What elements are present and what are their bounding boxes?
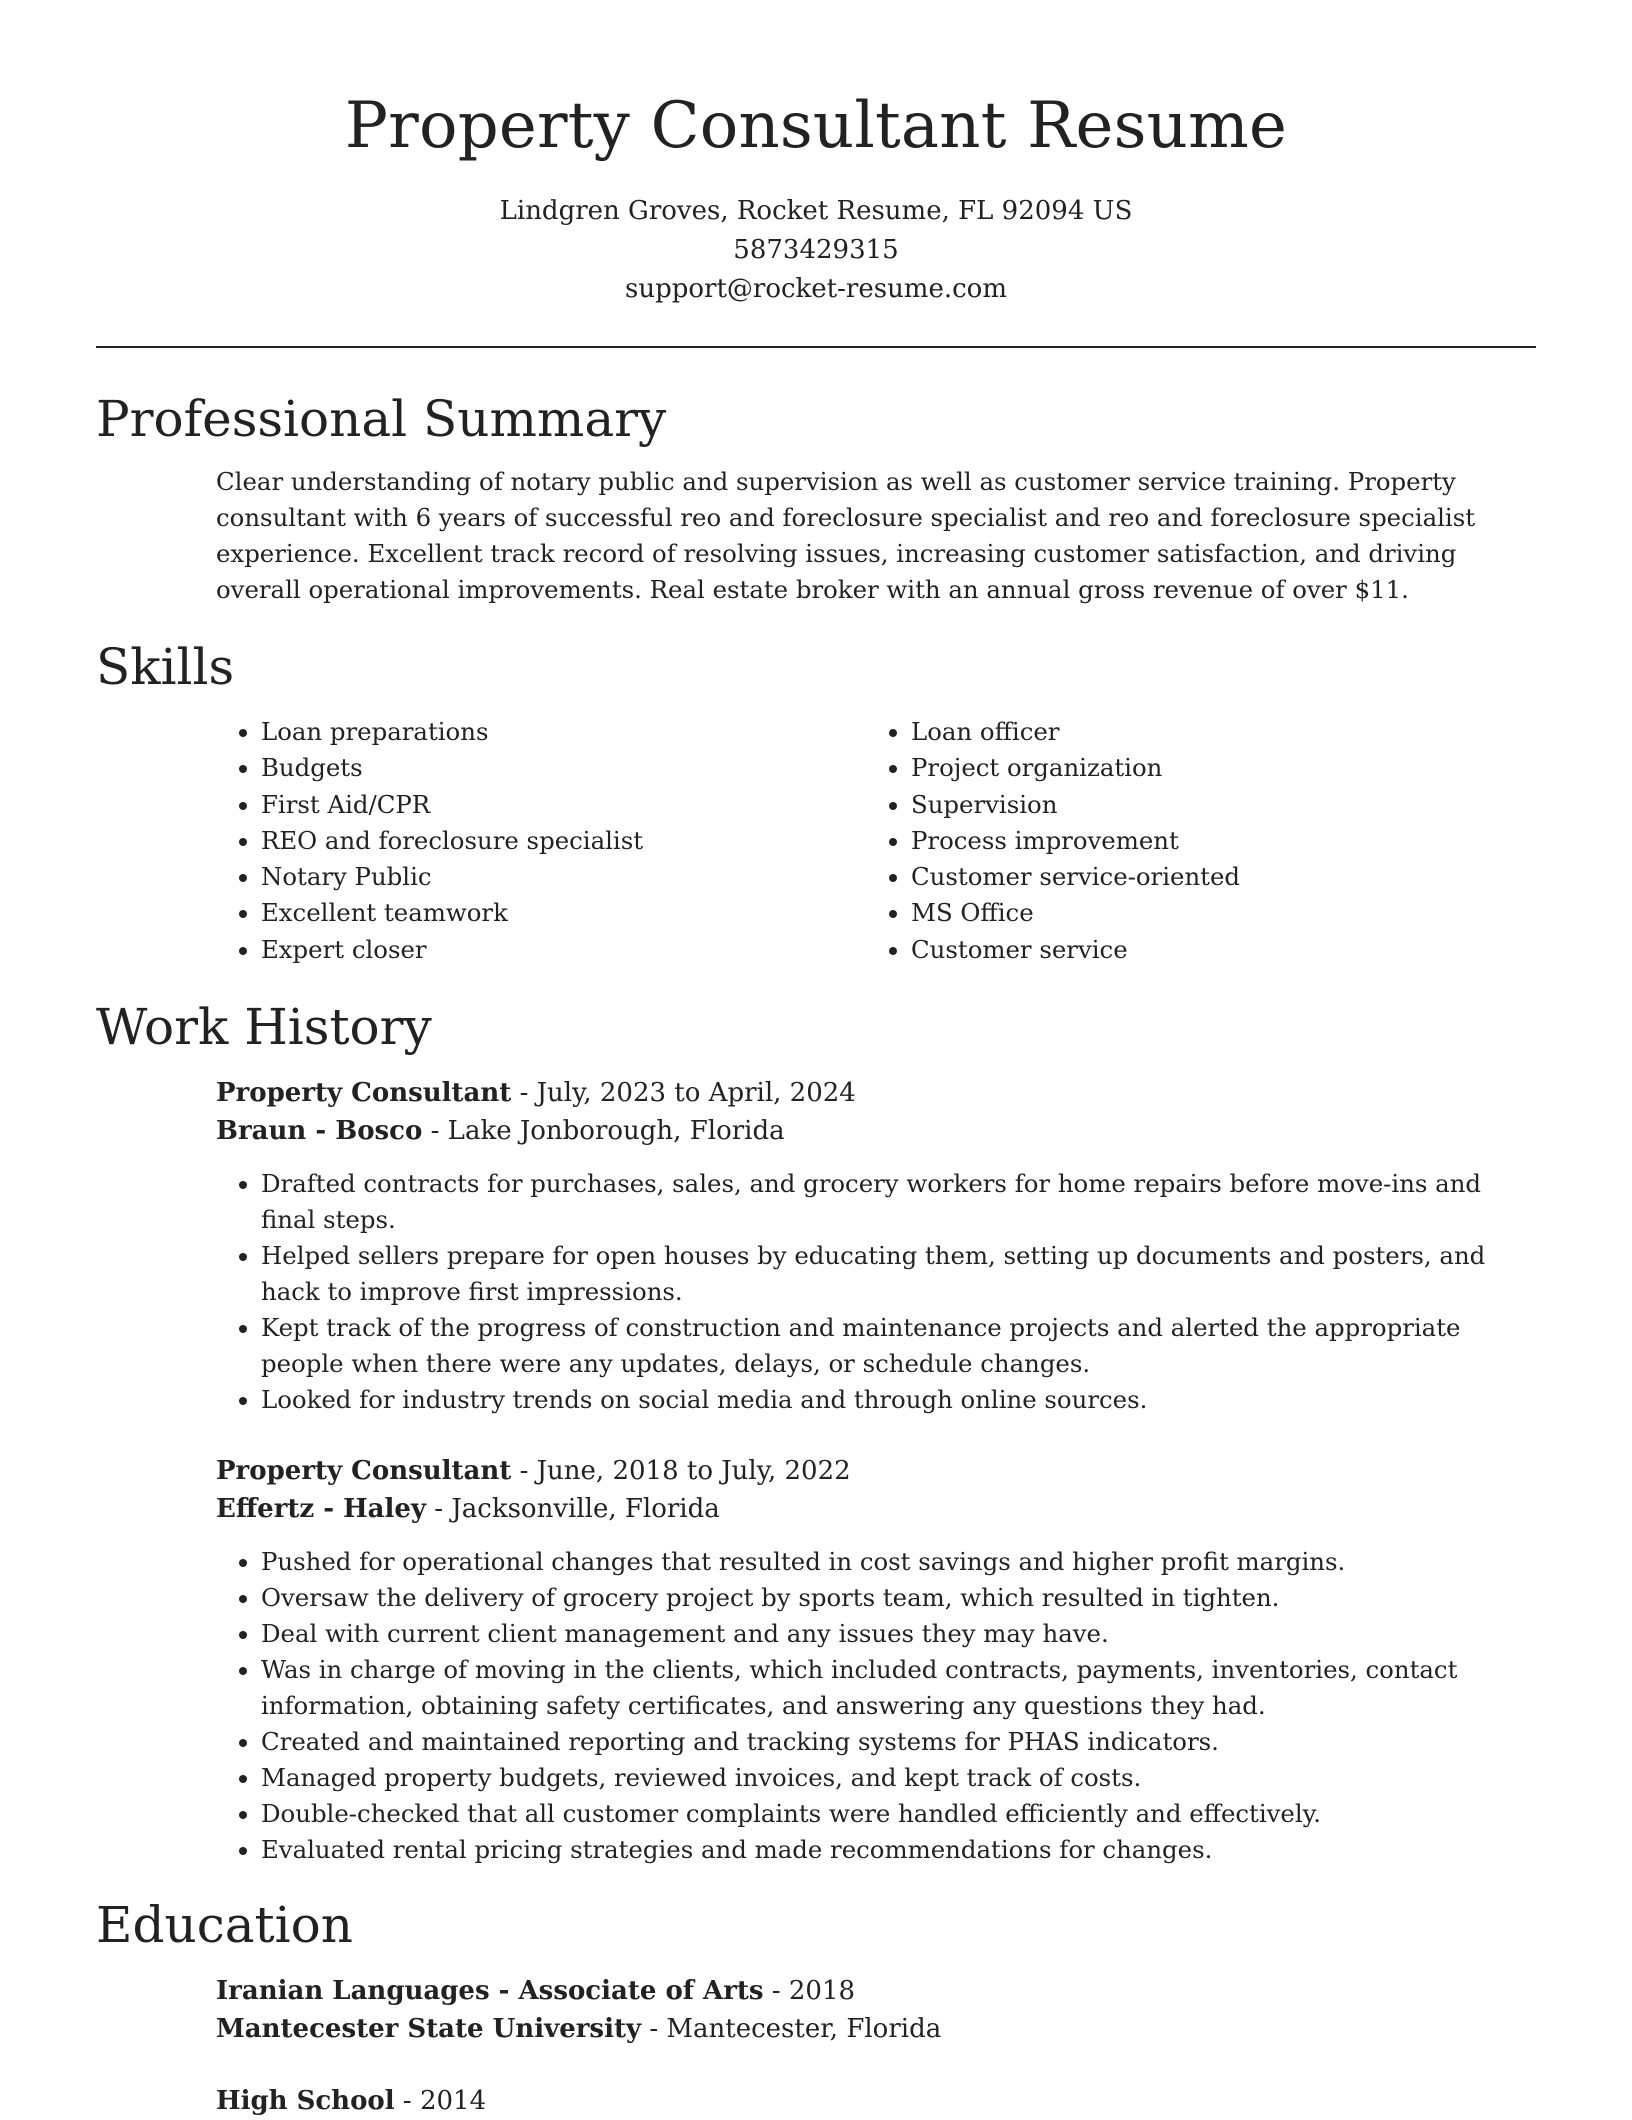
skill-item: • Notary Public — [261, 859, 866, 895]
job-bullet: • Managed property budgets, reviewed invoices, and kept track of costs. — [261, 1760, 1536, 1796]
skill-item: • Project organization — [911, 750, 1516, 786]
skill-item: • Process improvement — [911, 823, 1516, 859]
job-bullet: • Deal with current client management and any issues they may have. — [261, 1616, 1536, 1652]
job-location: - Lake Jonborough, Florida — [422, 1116, 785, 1147]
job-bullet: • Kept track of the progress of construction and maintenance projects and alerted the appropriate people when there were any updates, delays, or schedule changes. — [261, 1310, 1536, 1382]
job-bullet: • Oversaw the delivery of grocery project by sports team, which resulted in tighten. — [261, 1580, 1536, 1616]
skill-item: • First Aid/CPR — [261, 787, 866, 823]
header-divider — [96, 346, 1536, 348]
job-bullets — [216, 1544, 1536, 1868]
education-section — [96, 1890, 1536, 2120]
skill-item: • Loan preparations — [261, 714, 866, 750]
skills-section — [96, 632, 1536, 968]
job-location: - Jacksonville, Florida — [426, 1494, 720, 1525]
education-degree-line — [216, 2082, 1536, 2120]
skill-item: • REO and foreclosure specialist — [261, 823, 866, 859]
job-title: Property Consultant — [216, 1456, 512, 1487]
skills-left-list — [216, 714, 866, 968]
education-year: - 2018 — [763, 1976, 856, 2007]
job-title-line — [216, 1452, 1536, 1490]
job-company-line — [216, 1490, 1536, 1528]
skill-item: • MS Office — [911, 895, 1516, 931]
job-entry — [216, 1074, 1536, 1418]
job-bullet: • Looked for industry trends on social media and through online sources. — [261, 1382, 1536, 1418]
job-bullet: • Evaluated rental pricing strategies and made recommendations for changes. — [261, 1832, 1536, 1868]
job-bullets — [216, 1166, 1536, 1418]
job-company: Effertz - Haley — [216, 1494, 427, 1525]
job-entry — [216, 1452, 1536, 1868]
job-title: Property Consultant — [216, 1078, 512, 1109]
education-school-line — [216, 2010, 1536, 2048]
education-degree: High School — [216, 2086, 395, 2117]
job-bullet: • Drafted contracts for purchases, sales, and grocery workers for home repairs before move-ins and final steps. — [261, 1166, 1536, 1238]
contact-address: Lindgren Groves, Rocket Resume, FL 92094 US — [499, 196, 1133, 226]
contact-block — [96, 192, 1536, 309]
job-company-line — [216, 1112, 1536, 1150]
education-location: - Mantecester, Florida — [641, 2014, 942, 2045]
job-title-line — [216, 1074, 1536, 1112]
education-degree: Iranian Languages - Associate of Arts — [216, 1976, 764, 2007]
job-bullet: • Created and maintained reporting and tracking systems for PHAS indicators. — [261, 1724, 1536, 1760]
skill-item: • Budgets — [261, 750, 866, 786]
resume-header — [96, 0, 1536, 309]
skills-columns — [216, 714, 1536, 968]
skills-right-list — [866, 714, 1516, 968]
skill-item: • Expert closer — [261, 932, 866, 968]
summary-text: Clear understanding of notary public and supervision as well as customer service training. Property consultant with 6 years of successful reo and foreclosure specialist and reo and foreclosure specialist experience. Excellent track record of resolving issues, increasing customer satisfaction, and driving overall operational improvements. Real estate broker with an annual gross revenue of over $11. — [216, 467, 1476, 604]
education-year: - 2014 — [394, 2086, 487, 2117]
education-heading: Education — [96, 1896, 353, 1955]
work-history-section — [96, 992, 1536, 1868]
skill-item: • Supervision — [911, 787, 1516, 823]
skill-item: • Loan officer — [911, 714, 1516, 750]
skill-item: • Customer service-oriented — [911, 859, 1516, 895]
job-bullet: • Was in charge of moving in the clients, which included contracts, payments, inventories, contact information, obtaining safety certificates, and answering any questions they had. — [261, 1652, 1536, 1724]
job-company: Braun - Bosco — [216, 1116, 423, 1147]
work-history-heading: Work History — [96, 998, 432, 1057]
skill-item: • Customer service — [911, 932, 1516, 968]
education-entry — [216, 2082, 1536, 2120]
summary-heading: Professional Summary — [96, 390, 667, 448]
job-bullet: • Pushed for operational changes that resulted in cost savings and higher profit margins. — [261, 1544, 1536, 1580]
skill-item: • Excellent teamwork — [261, 895, 866, 931]
resume-title: Property Consultant Resume — [344, 89, 1288, 163]
job-bullet: • Double-checked that all customer complaints were handled efficiently and effectively. — [261, 1796, 1536, 1832]
skills-heading: Skills — [96, 638, 235, 696]
job-dates: - June, 2018 to July, 2022 — [511, 1456, 851, 1487]
job-bullet: • Helped sellers prepare for open houses by educating them, setting up documents and posters, and hack to improve first impressions. — [261, 1238, 1536, 1310]
contact-phone: 5873429315 — [733, 235, 899, 265]
summary-section — [96, 384, 1536, 608]
education-entry — [216, 1972, 1536, 2048]
contact-email: support@rocket-resume.com — [624, 274, 1007, 304]
job-dates: - July, 2023 to April, 2024 — [511, 1078, 856, 1109]
education-degree-line — [216, 1972, 1536, 2010]
education-school: Mantecester State University — [216, 2014, 642, 2045]
